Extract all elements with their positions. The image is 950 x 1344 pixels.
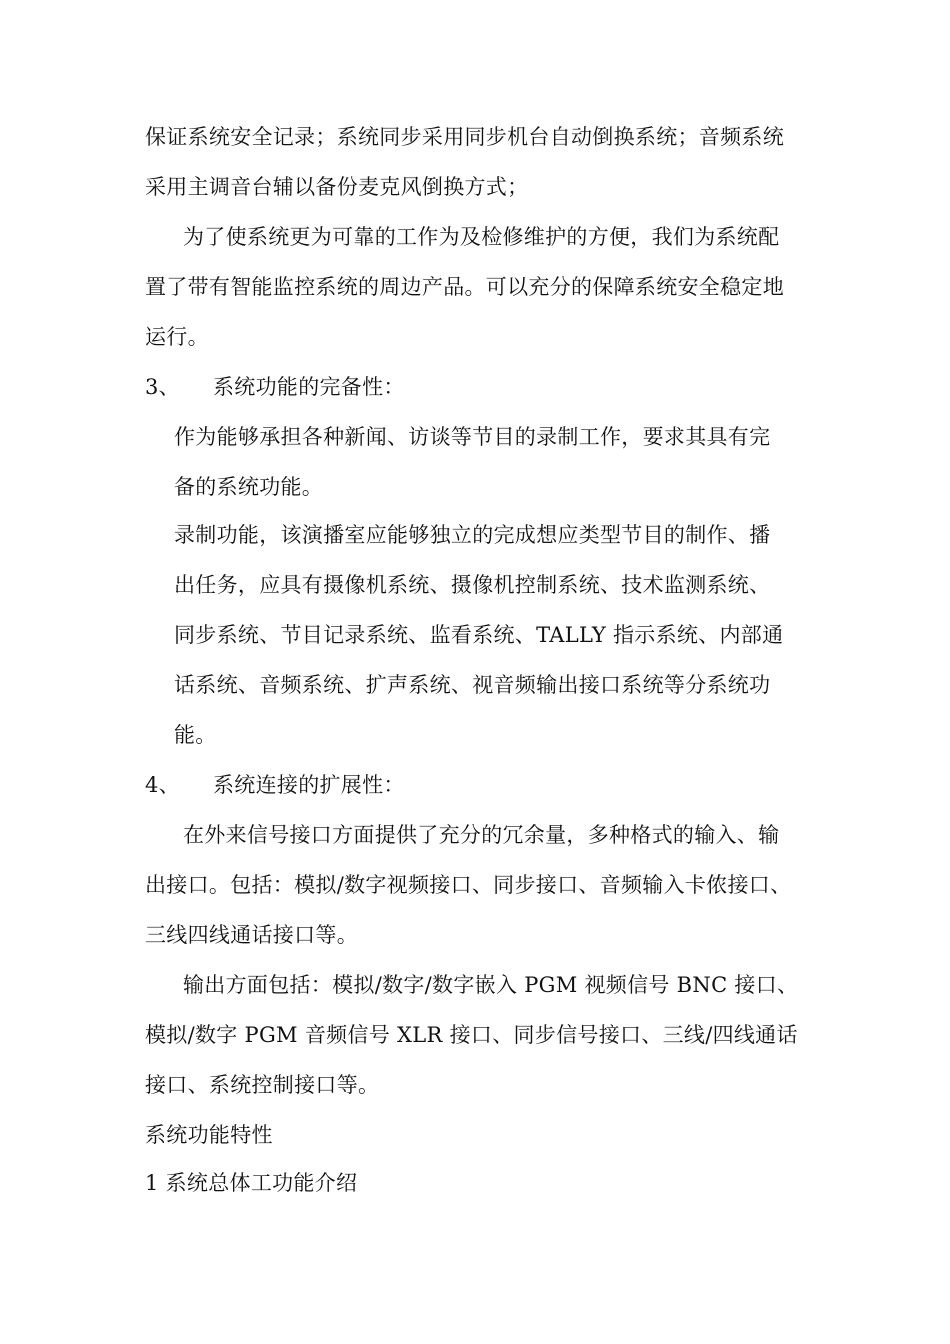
paragraph-line: 话系统、音频系统、扩声系统、视音频输出接口系统等分系统功 (174, 673, 771, 697)
paragraph-line: 能。 (174, 723, 217, 747)
paragraph-line: 同步系统、节目记录系统、监看系统、TALLY 指示系统、内部通 (174, 623, 784, 647)
paragraph-line: 备的系统功能。 (174, 475, 324, 499)
paragraph-line: 运行。 (145, 325, 209, 349)
section-title: 系统连接的扩展性： (213, 773, 405, 797)
paragraph-line: 出任务，应具有摄像机系统、摄像机控制系统、技术监测系统、 (174, 573, 771, 597)
paragraph-line: 作为能够承担各种新闻、访谈等节目的录制工作，要求其具有完 (174, 425, 771, 449)
paragraph-line: 模拟/数字 PGM 音频信号 XLR 接口、同步信号接口、三线/四线通话 (145, 1023, 798, 1047)
paragraph-line: 三线四线通话接口等。 (145, 923, 358, 947)
section-heading-4 (145, 772, 405, 798)
paragraph-line: 保证系统安全记录；系统同步采用同步机台自动倒换系统；音频系统 (145, 125, 784, 149)
section-title: 系统功能的完备性： (213, 375, 405, 399)
paragraph-line: 接口、系统控制接口等。 (145, 1073, 380, 1097)
paragraph-line: 采用主调音台辅以备份麦克风倒换方式； (145, 175, 529, 199)
section-number: 3、 (145, 375, 180, 399)
section-number: 4、 (145, 773, 180, 797)
paragraph-line: 为了使系统更为可靠的工作为及检修维护的方便，我们为系统配 (183, 225, 780, 249)
paragraph-line: 在外来信号接口方面提供了充分的冗余量，多种格式的输入、输 (183, 823, 780, 847)
heading-system-features: 系统功能特性 (145, 1123, 273, 1147)
paragraph-line: 出接口。包括：模拟/数字视频接口、同步接口、音频输入卡侬接口、 (145, 873, 792, 897)
heading-overall-introduction: 1 系统总体工功能介绍 (145, 1171, 358, 1195)
paragraph-line: 输出方面包括：模拟/数字/数字嵌入 PGM 视频信号 BNC 接口、 (183, 973, 799, 997)
section-heading-3 (145, 374, 405, 400)
paragraph-line: 录制功能，该演播室应能够独立的完成想应类型节目的制作、播 (174, 523, 771, 547)
paragraph-line: 置了带有智能监控系统的周边产品。可以充分的保障系统安全稳定地 (145, 275, 784, 299)
